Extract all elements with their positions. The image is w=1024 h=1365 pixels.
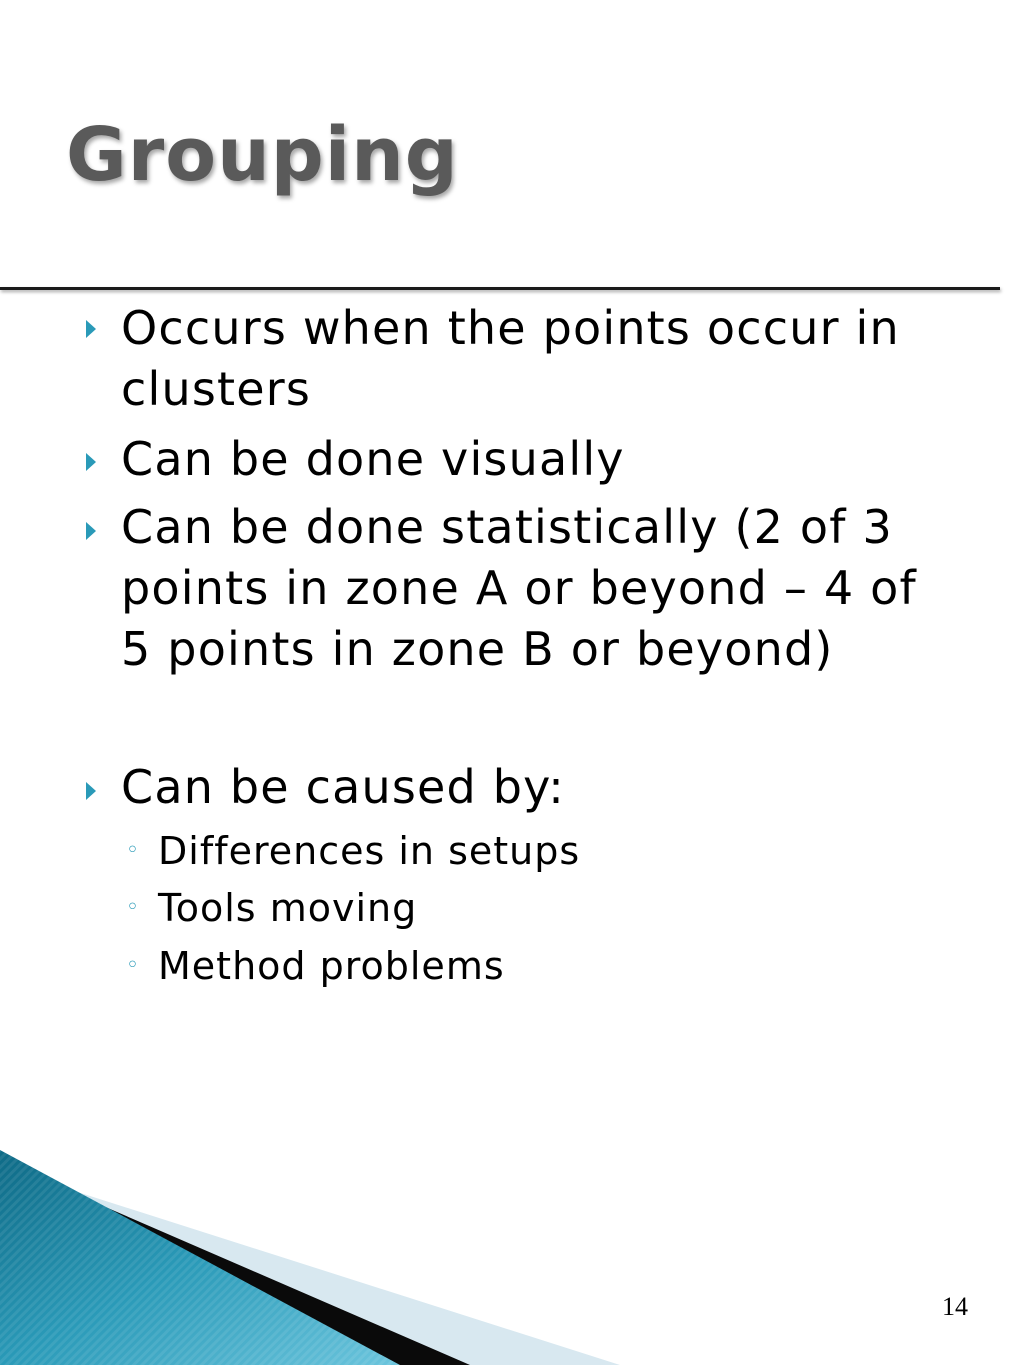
corner-decoration xyxy=(0,1140,620,1365)
slide-title: Grouping xyxy=(66,112,459,198)
bullet-line: Can be done visually xyxy=(121,432,625,486)
ring-bullet-icon: ◦ xyxy=(126,895,139,920)
page-number: 14 xyxy=(942,1292,968,1321)
triangle-bullet-icon xyxy=(86,522,96,540)
triangle-bullet-icon xyxy=(86,320,96,338)
sub-bullet-text: Differences in setups xyxy=(158,829,581,873)
ring-bullet-icon: ◦ xyxy=(126,838,139,863)
bullet-line: points in zone A or beyond – 4 of xyxy=(121,561,917,615)
sub-bullet-text: Method problems xyxy=(158,944,505,988)
ring-bullet-icon: ◦ xyxy=(126,953,139,978)
title-divider xyxy=(0,287,1000,290)
bullet-line: 5 points in zone B or beyond) xyxy=(121,622,834,676)
bullet-line: Can be done statistically (2 of 3 xyxy=(121,500,893,554)
triangle-bullet-icon xyxy=(86,453,96,471)
bullet-line: clusters xyxy=(121,362,312,416)
bullet-line: Occurs when the points occur in xyxy=(121,301,900,355)
triangle-bullet-icon xyxy=(86,782,96,800)
teal-wedge-texture xyxy=(0,1150,400,1365)
sub-bullet-text: Tools moving xyxy=(158,886,418,930)
bullet-line: Can be caused by: xyxy=(121,760,565,814)
